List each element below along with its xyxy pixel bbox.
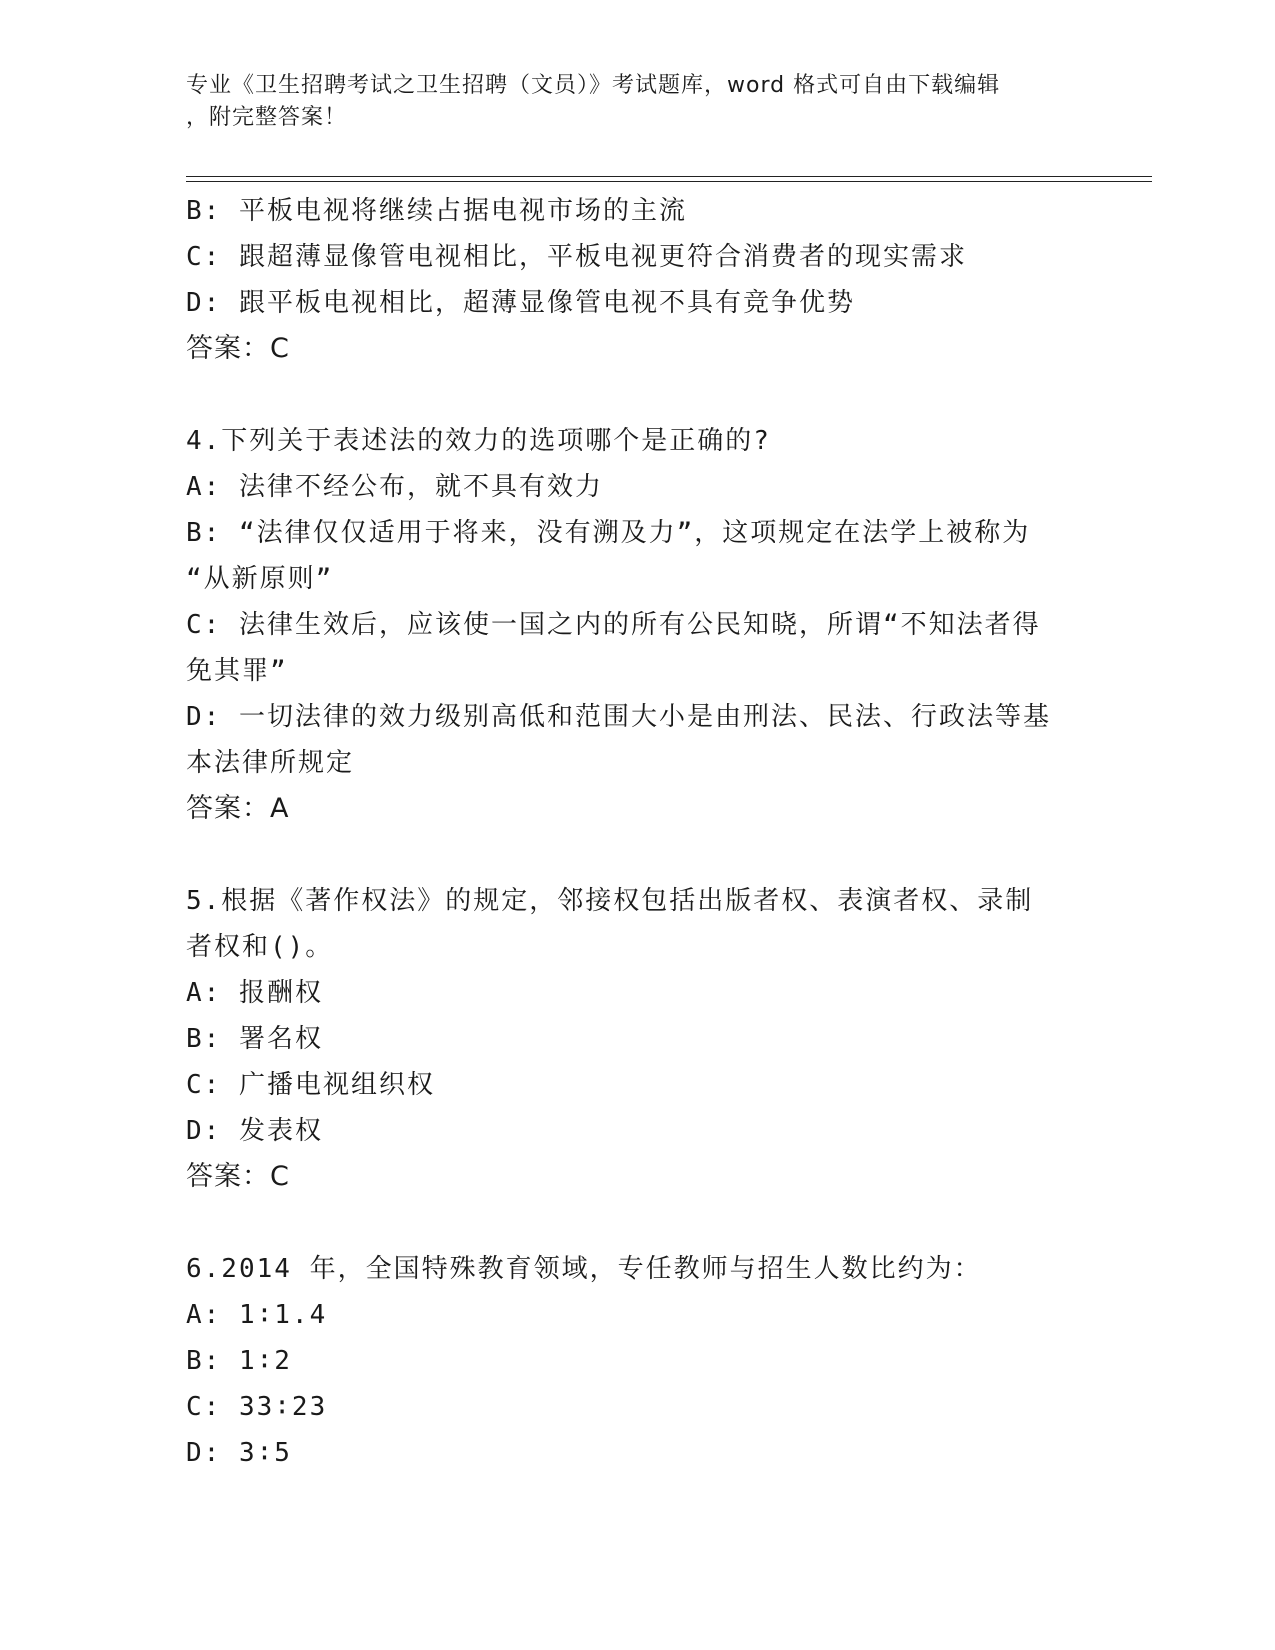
q6-option-d: D: 3∶5 [186,1438,292,1468]
q5-answer: 答案：C [186,1161,290,1192]
q3-option-d: D: 跟平板电视相比，超薄显像管电视不具有竞争优势 [186,288,855,318]
q3-option-b: B: 平板电视将继续占据电视市场的主流 [186,196,687,226]
q4-option-c-line1: C: 法律生效后，应该使一国之内的所有公民知晓，所谓“不知法者得 [186,610,1041,640]
header-divider-top [186,176,1152,177]
q3-answer: 答案：C [186,333,290,364]
q4-option-b-line2: “从新原则” [186,564,334,594]
question-4 [186,418,1086,832]
q4-question: 4.下列关于表述法的效力的选项哪个是正确的? [186,426,771,456]
spacer [186,832,1086,878]
q6-option-b: B: 1∶2 [186,1346,292,1376]
question-list [186,188,1086,1476]
q4-option-b-line1: B: “法律仅仅适用于将来，没有溯及力”，这项规定在法学上被称为 [186,518,1031,548]
question-5 [186,878,1086,1200]
q6-option-c: C: 33∶23 [186,1392,328,1422]
q4-option-c-line2: 免其罪” [186,656,288,686]
q5-option-d: D: 发表权 [186,1116,323,1146]
q6-question: 6.2014 年，全国特殊教育领域，专任教师与招生人数比约为： [186,1254,982,1284]
q4-option-d-line1: D: 一切法律的效力级别高低和范围大小是由刑法、民法、行政法等基 [186,702,1051,732]
q4-option-d-line2: 本法律所规定 [186,748,355,778]
header-title-line2: ，附完整答案！ [186,105,348,130]
q3-option-c: C: 跟超薄显像管电视相比，平板电视更符合消费者的现实需求 [186,242,967,272]
q5-option-c: C: 广播电视组织权 [186,1070,435,1100]
q5-option-a: A: 报酬权 [186,978,323,1008]
q4-option-a: A: 法律不经公布，就不具有效力 [186,472,603,502]
q5-option-b: B: 署名权 [186,1024,323,1054]
header-divider-bottom [186,181,1152,182]
q6-option-a: A: 1∶1.4 [186,1300,328,1330]
question-6 [186,1246,1086,1476]
q4-answer: 答案：A [186,793,290,824]
question-3-tail [186,188,1086,372]
document-header [186,70,1066,134]
q5-question-line1: 5.根据《著作权法》的规定，邻接权包括出版者权、表演者权、录制 [186,886,1034,916]
spacer [186,1200,1086,1246]
spacer [186,372,1086,418]
q5-question-line2: 者权和()。 [186,932,334,962]
header-title-line1: 专业《卫生招聘考试之卫生招聘（文员）》考试题库，word 格式可自由下载编辑 [186,73,1001,98]
